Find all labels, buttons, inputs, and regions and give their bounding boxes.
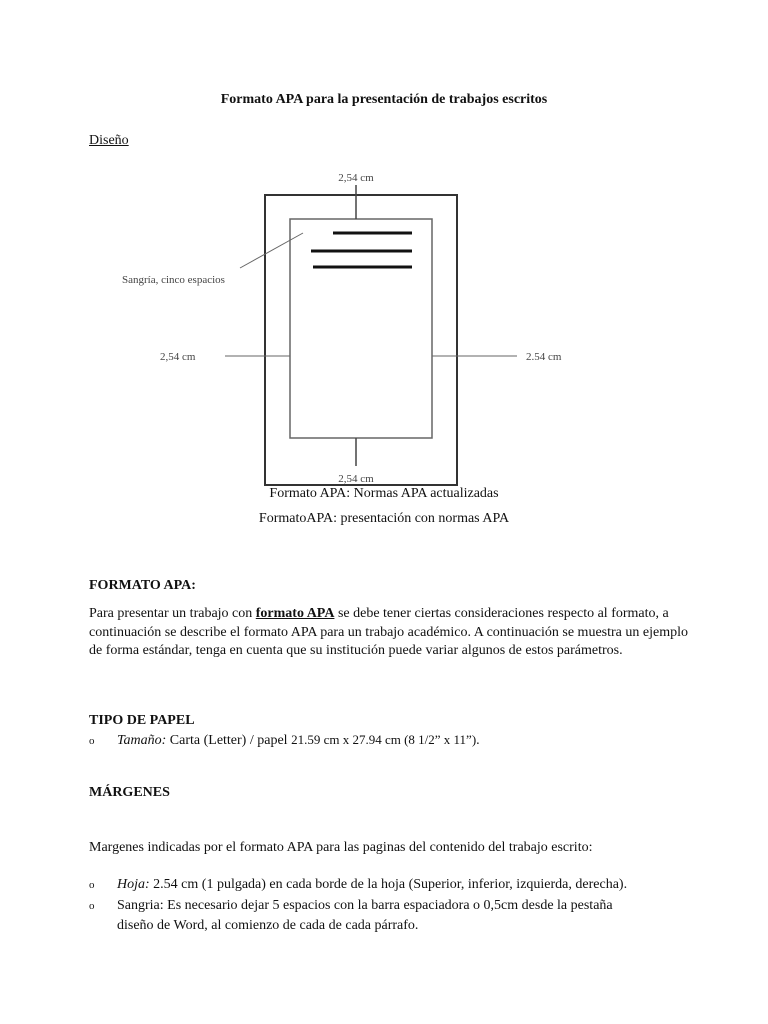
- indent-pointer-line: [240, 233, 303, 268]
- item-end: .: [476, 733, 480, 748]
- right-margin-label: 2.54 cm: [526, 351, 562, 363]
- item-text: Sangria: Es necesario dejar 5 espacios con la barra espaciadora o 0,5cm desde la pestaña: [117, 898, 613, 913]
- left-margin-label: 2,54 cm: [160, 351, 196, 363]
- section-heading-papel: TIPO DE PAPEL: [89, 713, 195, 728]
- bullet-marker: o: [89, 900, 95, 912]
- item-sizes: 21.59 cm x 27.94 cm (8 1/2” x 11”): [291, 732, 477, 747]
- indent-label: Sangría, cinco espacios: [122, 274, 225, 286]
- item-text: 2.54 cm (1 pulgada) en cada borde de la hoja (Superior, inferior, izquierda, derecha).: [149, 877, 628, 892]
- margin-diagram: [0, 160, 768, 486]
- list-item: [89, 877, 627, 893]
- formato-apa-link[interactable]: formato APA: [255, 606, 335, 621]
- paragraph-text: Para presentar un trabajo con: [89, 606, 256, 621]
- list-item: [89, 896, 709, 935]
- item-text-continuation: diseño de Word, al comienzo de cada de cada párrafo.: [117, 918, 419, 933]
- section-heading-formato: FORMATO APA:: [89, 578, 196, 593]
- list-item: [89, 732, 480, 749]
- bottom-margin-label: 2,54 cm: [338, 473, 374, 485]
- item-label: Tamaño:: [117, 733, 167, 748]
- bullet-marker: o: [89, 879, 95, 891]
- formato-paragraph: [89, 605, 689, 661]
- design-label: Diseño: [89, 133, 129, 148]
- margenes-intro: Margenes indicadas por el formato APA para las paginas del contenido del trabajo escrito:: [89, 840, 593, 855]
- bullet-marker: o: [89, 735, 95, 747]
- item-label: Hoja:: [117, 877, 150, 892]
- document-title: Formato APA para la presentación de trabajos escritos: [220, 92, 548, 107]
- caption: Formato APA: Normas APA actualizadas: [269, 486, 499, 501]
- caption: FormatoAPA: presentación con normas APA: [258, 511, 510, 526]
- paragraph-text: se debe tener ciertas consideraciones respecto al formato, a continuación se describe el formato APA para un trabajo académico. A continuación se muestra un ejemplo de forma estándar, tenga en cuenta que su institución puede variar algunos de estos parámetros.: [89, 606, 688, 658]
- item-text: Carta (Letter) / papel: [166, 733, 292, 748]
- top-margin-label: 2,54 cm: [338, 172, 374, 184]
- section-heading-margenes: MÁRGENES: [89, 785, 170, 800]
